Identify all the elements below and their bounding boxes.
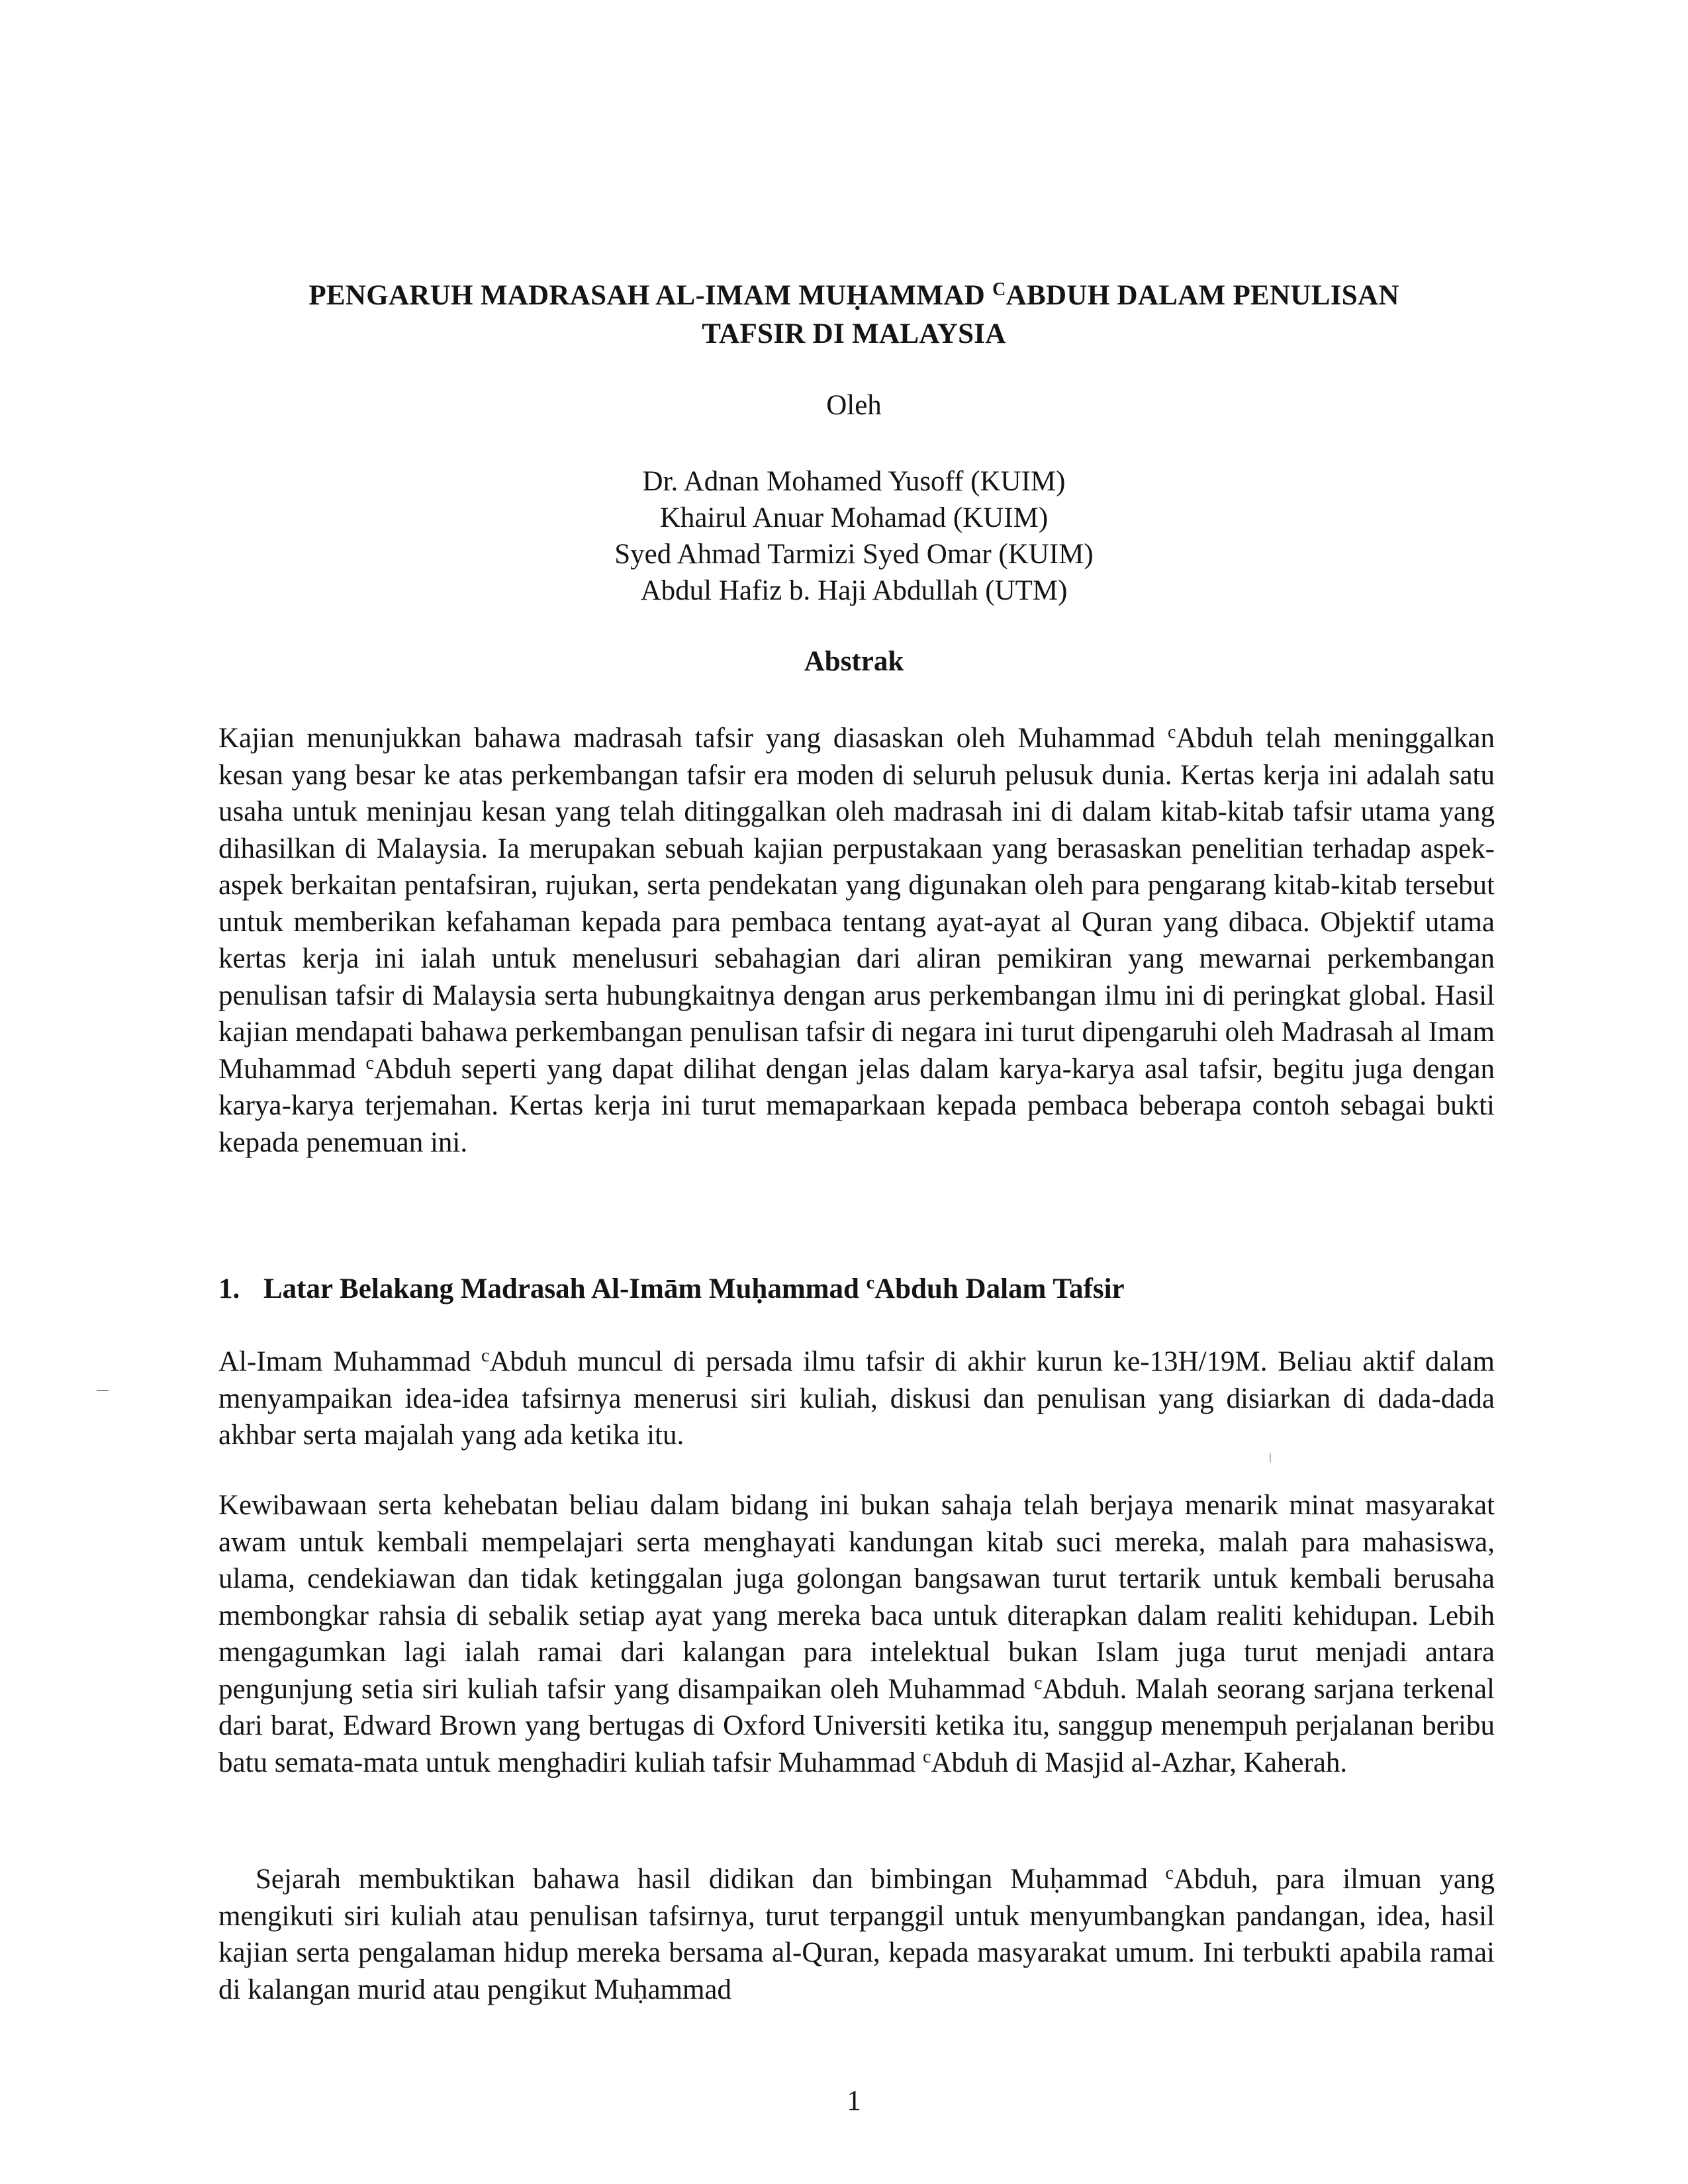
author-list xyxy=(199,463,1509,609)
body-paragraph-3: Sejarah membuktikan bahawa hasil didikan dan bimbingan Muḥammad $^c$Abduh, para ilmuan yang mengikuti siri kuliah atau penulisan tafsirnya, turut terpanggil untuk menyumbangkan pandangan, idea, hasil kajian serta pengalaman hidup mereka bersama al-Quran, kepada masyarakat umum. Ini terbukti apabila ramai di kalangan murid atau pengikut Muḥammad xyxy=(218,1863,1495,2005)
body-paragraph-2: Kewibawaan serta kehebatan beliau dalam bidang ini bukan sahaja telah berjaya menarik minat masyarakat awam untuk kembali mempelajari serta menghayati kandungan kitab suci mereka, malah para mahasiswa, ulama, cendekiawan dan tidak ketinggalan juga golongan bangsawan turut tertarik untuk kembali berusaha membongkar rahsia di sebalik setiap ayat yang mereka baca untuk diterapkan dalam realiti kehidupan. Lebih mengagumkan lagi ialah ramai dari kalangan para intelektual bukan Islam juga turut menjadi antara pengunjung setia siri kuliah tafsir yang disampaikan oleh Muhammad $^c$Abduh. Malah seorang sarjana terkenal dari barat, Edward Brown yang bertugas di Oxford Universiti ketika itu, sanggup menempuh perjalanan beribu batu semata-mata untuk menghadiri kuliah tafsir Muhammad $^c$Abduh di Masjid al-Azhar, Kaherah. xyxy=(218,1490,1495,1778)
scan-artifact-mark xyxy=(1270,1453,1271,1463)
body-paragraph-1: Al-Imam Muhammad $^c$Abduh muncul di persada ilmu tafsir di akhir kurun ke-13H/19M. Beliau aktif dalam menyampaikan idea-idea tafsirnya menerusi siri kuliah, diskusi dan penulisan yang disiarkan di dada-dada akhbar serta majalah yang ada ketika itu. xyxy=(218,1345,1495,1451)
byline: Oleh xyxy=(826,390,882,421)
author-name: Abdul Hafiz b. Haji Abdullah (UTM) xyxy=(640,575,1068,606)
abstract-paragraph: Kajian menunjukkan bahawa madrasah tafsir yang diasaskan oleh Muhammad $^c$Abduh telah meninggalkan kesan yang besar ke atas perkembangan tafsir era moden di seluruh pelusuk dunia. Kertas kerja ini adalah satu usaha untuk meninjau kesan yang telah ditinggalkan oleh madrasah ini di dalam kitab-kitab tafsir utama yang dihasilkan di Malaysia. Ia merupakan sebuah kajian perpustakaan yang berasaskan penelitian terhadap aspek-aspek berkaitan pentafsiran, rujukan, serta pendekatan yang digunakan oleh para pengarang kitab-kitab tersebut untuk memberikan kefahaman kepada para pembaca tentang ayat-ayat al Quran yang dibaca. Objektif utama kertas kerja ini ialah untuk menelusuri sebahagian dari aliran pemikiran yang mewarnai perkembangan penulisan tafsir di Malaysia serta hubungkaitnya dengan arus perkembangan ilmu ini di peringkat global. Hasil kajian mendapati bahawa perkembangan penulisan tafsir di negara ini turut dipengaruhi oleh Madrasah al Imam Muhammad $^c$Abduh seperti yang dapat dilihat dengan jelas dalam karya-karya asal tafsir, begitu juga dengan karya-karya terjemahan. Kertas kerja ini turut memaparkaan kepada pembaca beberapa contoh sebagai bukti kepada penemuan ini. xyxy=(218,722,1495,1158)
author-name: Khairul Anuar Mohamad (KUIM) xyxy=(659,502,1049,533)
abstract-heading: Abstrak xyxy=(804,646,904,677)
author-name: Syed Ahmad Tarmizi Syed Omar (KUIM) xyxy=(614,539,1094,570)
paper-title xyxy=(199,277,1509,353)
page-number: 1 xyxy=(847,2085,861,2116)
section-number: 1. xyxy=(218,1273,240,1304)
title-line-2: TAFSIR DI MALAYSIA xyxy=(702,318,1006,349)
scan-margin-mark xyxy=(97,1390,109,1391)
author-name: Dr. Adnan Mohamed Yusoff (KUIM) xyxy=(642,466,1066,497)
title-superscript: C xyxy=(992,279,1006,300)
title-line-1: PENGARUH MADRASAH AL-IMAM MUḤAMMAD $^C$ABDUH DALAM PENULISAN xyxy=(308,279,1399,311)
section-1-heading: 1. Latar Belakang Madrasah Al-Imām Muḥammad $^c$Abduh Dalam Tafsir xyxy=(218,1273,1125,1304)
